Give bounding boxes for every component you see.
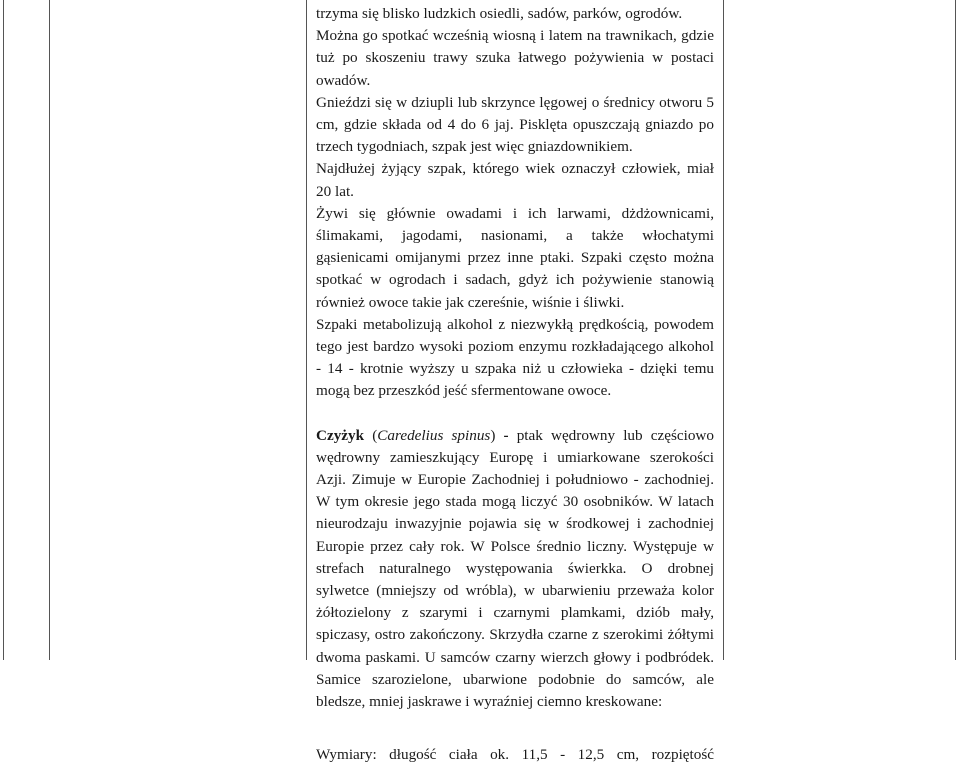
paragraph-gap (316, 403, 714, 425)
latin-close: ) (490, 426, 504, 444)
table-border-left (3, 0, 4, 660)
table-border-col2 (306, 0, 307, 660)
species-description: ptak wędrowny lub częściowo wędrowny zamieszkujący Europę i umiarkowane szerokości Azji. Zimuje w Europie Zachodniej i południowo - zachodniej. W tym okresie jego stada mogą liczyć 30 osobników. W latach nieurodzaju inwazyjnie pojawia się w środkowej i zachodniej Europie przez cały rok. W Polsce średnio liczny. Występuje w strefach naturalnego występowania świerkka. O drobnej sylwetce (mniejszy od wróbla), w ubarwieniu przeważa kolor żółtozielony z szarymi i czarnymi plamkami, dziób mały, spiczasy, ostro zakończony. Skrzydła czarne z szerokimi żółtymi dwoma paskami. U samców czarny wierzch głowy i podbródek. Samice szarozielone, ubarwione podobnie do samców, ale bledsze, mniej jaskrawe i wyraźniej ciemno kreskowane: (316, 426, 714, 711)
paragraph-metabolism: Szpaki metabolizują alkohol z niezwykłą prędkością, powodem tego jest bardzo wysoki poziom enzymu rozkładającego alkohol - 14 - krotnie wyższy u szpaka niż u człowieka - dzięki temu mogą bez przeszkód jeść sfermentowane owoce. (316, 315, 714, 400)
table-border-right (955, 0, 956, 660)
table-border-col1 (49, 0, 50, 660)
paragraph-habitat-tail: trzyma się blisko ludzkich osiedli, sadów, parków, ogrodów. (316, 5, 683, 22)
paragraph-spring-feeding: Można go spotkać wcześnią wiosną i latem na trawnikach, gdzie tuż po skoszeniu trawy szuka łatwego pożywienia w postaci owadów. (316, 27, 714, 89)
paragraph-lifespan: Najdłużej żyjący szpak, którego wiek oznaczył człowiek, miał 20 lat. (316, 160, 714, 200)
paragraph-nesting: Gnieździ się w dziupli lub skrzynce lęgowej o średnicy otworu 5 cm, gdzie składa od 4 do 6 jaj. Pisklęta opuszczają gniazdo po trzech tygodniach, szpak jest więc gniazdownikiem. (316, 93, 714, 156)
document-text-column (316, 3, 714, 767)
paragraph-diet: Żywi się głównie owadami i ich larwami, dżdżownicami, ślimakami, jagodami, nasionami, a także włochatymi gąsienicami omijanymi przez inne ptaki. Szpaki często można spotkać w ogrodach i sadach, gdyż ich pożywienie stanowią również owoce takie jak czereśnie, wiśnie i śliwki. (316, 204, 714, 311)
species-latin-name: Caredelius spinus (377, 426, 491, 444)
paragraph-dimensions: Wymiary: długość ciała ok. 11,5 - 12,5 cm, rozpiętość (316, 746, 714, 764)
paragraph-siskin (316, 425, 714, 714)
latin-open: ( (364, 426, 378, 444)
table-border-col3 (723, 0, 724, 660)
species-name: Czyżyk (316, 426, 365, 444)
paragraph-gap-large (316, 713, 714, 744)
species-dash: - (503, 426, 509, 444)
